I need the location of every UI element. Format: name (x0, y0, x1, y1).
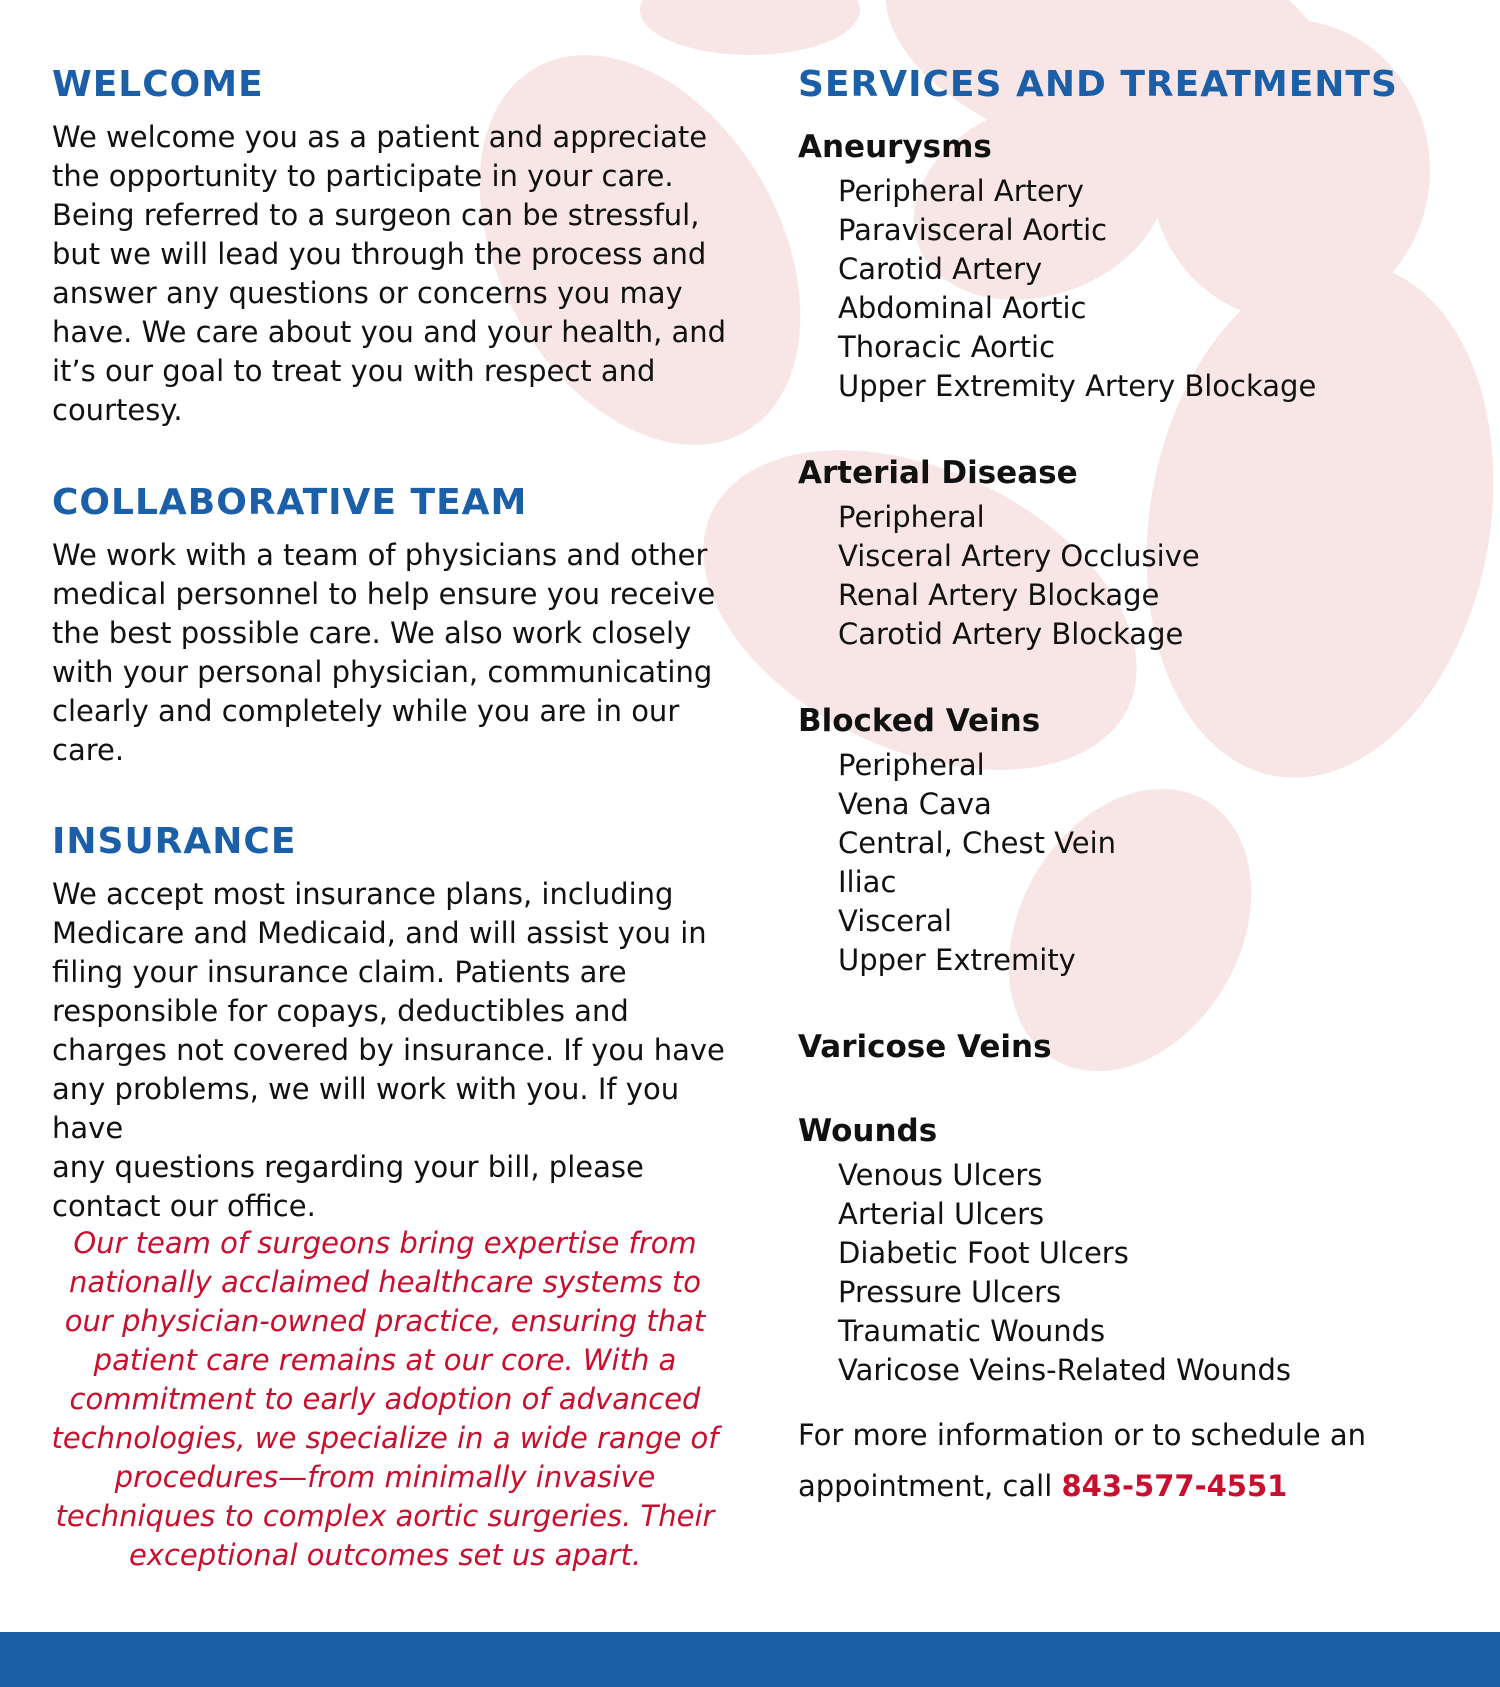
service-item: Venous Ulcers (838, 1158, 1043, 1192)
insurance-section (52, 819, 742, 1226)
service-group-aneurysms (798, 126, 1478, 406)
service-group-title: Varicose Veins (798, 1029, 1052, 1065)
service-item: Upper Extremity Artery Blockage (838, 369, 1317, 403)
service-group-varicose-veins (798, 1026, 1478, 1068)
service-item: Paravisceral Aortic (838, 213, 1108, 247)
service-item: Carotid Artery (838, 252, 1043, 286)
service-item: Arterial Ulcers (838, 1197, 1045, 1231)
services-heading: SERVICES AND TREATMENTS (798, 64, 1398, 105)
service-item: Abdominal Aortic (838, 291, 1087, 325)
service-item: Pressure Ulcers (838, 1275, 1062, 1309)
footer-bar (0, 1632, 1500, 1687)
collaborative-team-section (52, 480, 742, 770)
service-item: Thoracic Aortic (838, 330, 1056, 364)
service-item: Vena Cava (838, 787, 992, 821)
service-item: Diabetic Foot Ulcers (838, 1236, 1129, 1270)
service-item: Central, Chest Vein (838, 826, 1117, 860)
service-item: Visceral Artery Occlusive (838, 539, 1200, 573)
team-heading: COLLABORATIVE TEAM (52, 482, 528, 523)
service-item: Traumatic Wounds (838, 1314, 1106, 1348)
right-column (798, 62, 1478, 1387)
welcome-text: We welcome you as a patient and appreciate the opportunity to participate in your care. Being referred to a surgeon can be stressful, but we will lead you through the process and answer any questions or concerns you may have. We care about you and your health, and it’s our goal to treat you with respect and courtesy. (52, 120, 727, 427)
contact-line-1: For more information or to schedule an (798, 1418, 1367, 1452)
service-group-title: Aneurysms (798, 129, 992, 165)
insurance-heading: INSURANCE (52, 821, 297, 862)
service-group-title: Arterial Disease (798, 455, 1078, 491)
welcome-section (52, 62, 742, 430)
service-item: Renal Artery Blockage (838, 578, 1160, 612)
insurance-text: We accept most insurance plans, including Medicare and Medicaid, and will assist you in filing your insurance claim. Patients are responsible for copays, deductibles and charges not covered by insurance. If you have any problems, we will work with you. If you have any questions regarding your bill, please contact our office. (52, 877, 725, 1223)
service-group-blocked-veins (798, 700, 1478, 980)
service-item: Visceral (838, 904, 952, 938)
service-list (798, 746, 1478, 980)
service-item: Peripheral (838, 500, 985, 534)
phone-number[interactable]: 843-577-4551 (1061, 1469, 1288, 1503)
service-group-arterial-disease (798, 452, 1478, 654)
service-item: Carotid Artery Blockage (838, 617, 1184, 651)
service-list (798, 498, 1478, 654)
service-item: Peripheral Artery (838, 174, 1084, 208)
surgeons-quote: Our team of surgeons bring expertise from nationally acclaimed healthcare systems to our physician-owned practice, ensuring that patient care remains at our core. With a commitment to early adoption of advanced technologies, we specialize in a wide range of procedures—from minimally invasive techniques to complex aortic surgeries. Their exceptional outcomes set us apart. (51, 1226, 719, 1572)
service-group-title: Wounds (798, 1113, 938, 1149)
service-item: Varicose Veins-Related Wounds (838, 1353, 1291, 1387)
team-text: We work with a team of physicians and other medical personnel to help ensure you receive the best possible care. We also work closely with your personal physician, communicating clearly and completely while you are in our care. (52, 538, 716, 767)
service-group-title: Blocked Veins (798, 703, 1041, 739)
service-group-wounds (798, 1110, 1478, 1390)
service-item: Iliac (838, 865, 897, 899)
service-item: Peripheral (838, 748, 985, 782)
welcome-heading: WELCOME (52, 64, 264, 105)
contact-line-2: appointment, call (798, 1469, 1062, 1503)
service-list (798, 1156, 1478, 1390)
service-item: Upper Extremity (838, 943, 1076, 977)
contact-info (798, 1410, 1478, 1512)
service-list (798, 172, 1478, 406)
blood-cell (640, 0, 860, 55)
